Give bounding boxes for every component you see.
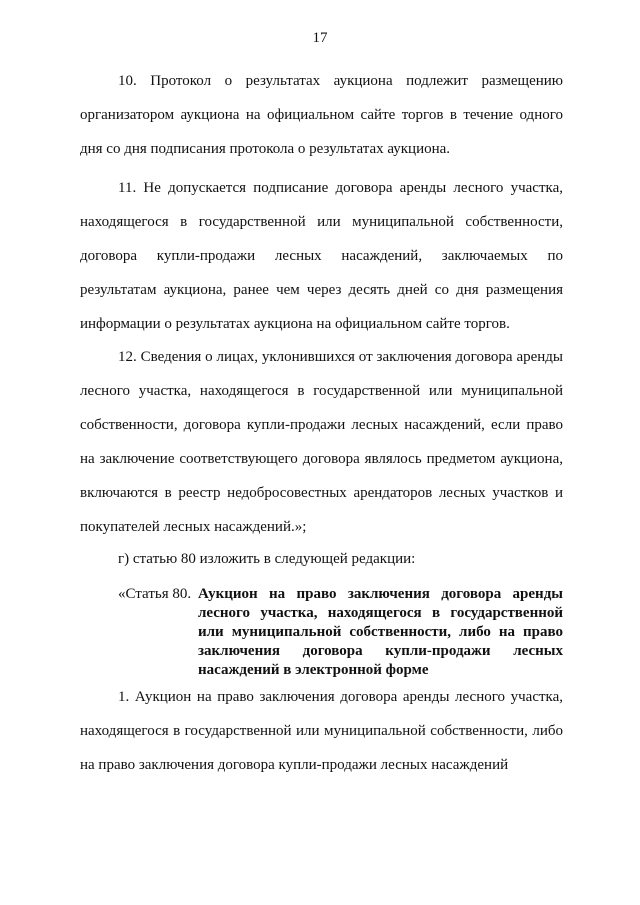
amendment-g	[80, 542, 563, 576]
article-80-paragraph-1	[80, 680, 563, 782]
paragraph-10	[80, 64, 563, 166]
article-80-paragraph-1-text: 1. Аукцион на право заключения договора аренды лесного участка, находящегося в государственной или муниципальной собственности, либо на право заключения договора купли-продажи лесных насаждений	[80, 689, 563, 773]
paragraph-12-text: 12. Сведения о лицах, уклонившихся от заключения договора аренды лесного участка, находящегося в государственной или муниципальной собственности, договора купли-продажи лесных насаждений, если право на заключение соответствующего договора являлось предметом аукциона, включаются в реестр недобросовестных арендаторов лесных участков и покупателей лесных насаждений.»;	[80, 349, 563, 535]
article-title: Аукцион на право заключения договора аренды лесного участка, находящегося в государственной или муниципальной собственности, либо на право заключения договора купли-продажи лесных насаждений в электронной форме	[198, 586, 563, 678]
paragraph-10-text: 10. Протокол о результатах аукциона подлежит размещению организатором аукциона на официальном сайте торгов в течение одного дня со дня подписания протокола о результатах аукциона.	[80, 73, 563, 157]
article-label: «Статья 80.	[118, 586, 192, 602]
paragraph-11	[80, 171, 563, 341]
paragraph-12	[80, 340, 563, 544]
amendment-g-text: г) статью 80 изложить в следующей редакции:	[118, 551, 416, 567]
page-number: 17	[312, 30, 328, 46]
paragraph-11-text: 11. Не допускается подписание договора аренды лесного участка, находящегося в государственной или муниципальной собственности, договора купли-продажи лесных насаждений, заключаемых по результатам аукциона, ранее чем через десять дней со дня размещения информации о результатах аукциона на официальном сайте торгов.	[80, 180, 563, 332]
